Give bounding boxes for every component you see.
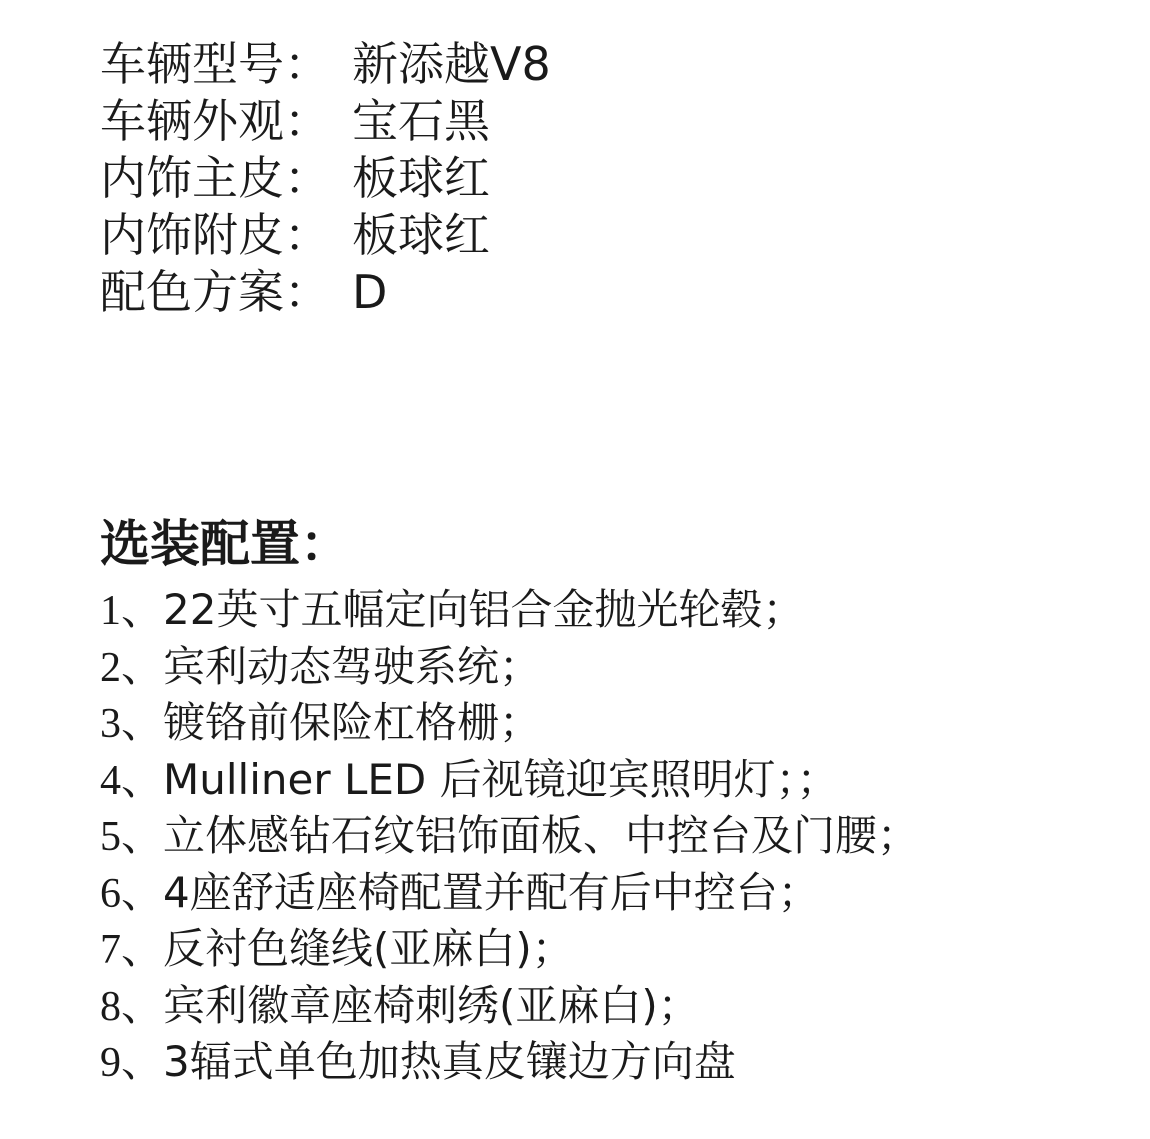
option-number: 9、 [100, 1040, 164, 1086]
option-number: 4、 [100, 757, 164, 804]
spec-row-secondary-leather [100, 207, 551, 264]
spec-label: 配色方案： [100, 265, 330, 319]
option-text: 22英寸五幅定向铝合金抛光轮毂； [163, 585, 805, 634]
option-text: 宾利徽章座椅刺绣(亚麻白)； [163, 980, 700, 1030]
option-item [100, 752, 919, 809]
spec-label: 车辆型号： [100, 37, 330, 91]
option-text: 宾利动态驾驶系统； [163, 641, 542, 691]
option-number: 5、 [100, 814, 164, 860]
option-item [100, 865, 919, 922]
option-item [100, 582, 919, 639]
spec-label: 内饰主皮： [100, 151, 330, 205]
spec-row-model [100, 36, 551, 93]
spec-value: 板球红 [352, 151, 490, 205]
spec-value: 新添越V8 [352, 37, 551, 91]
spec-label: 内饰附皮： [100, 208, 330, 262]
option-number: 6、 [100, 870, 164, 917]
vehicle-spec-list [100, 36, 551, 321]
option-number: 1、 [100, 588, 164, 634]
option-text: 4座舒适座椅配置并配有后中控台； [163, 867, 820, 917]
spec-row-color-scheme [100, 264, 551, 321]
options-title: 选装配置： [100, 515, 350, 573]
option-text: Mulliner LED 后视镜迎宾照明灯；； [163, 754, 839, 804]
option-text: 反衬色缝线(亚麻白)； [163, 924, 574, 973]
option-item [100, 921, 919, 978]
option-item [100, 639, 919, 696]
option-item [100, 978, 919, 1035]
option-text: 立体感钻石纹铝饰面板、中控台及门腰； [163, 811, 920, 860]
option-text: 镀铬前保险杠格栅； [163, 698, 542, 747]
spec-label: 车辆外观： [100, 94, 330, 148]
spec-value: 宝石黑 [352, 94, 490, 148]
option-text: 3辐式单色加热真皮镶边方向盘 [163, 1037, 736, 1086]
option-item [100, 695, 919, 752]
spec-value: 板球红 [352, 208, 490, 262]
option-number: 3、 [100, 701, 164, 747]
option-number: 8、 [100, 983, 164, 1030]
option-number: 7、 [100, 927, 164, 973]
spec-row-exterior [100, 93, 551, 150]
options-list [100, 582, 919, 1091]
option-number: 2、 [100, 644, 164, 691]
spec-row-main-leather [100, 150, 551, 207]
spec-value: D [352, 265, 388, 319]
option-item [100, 1034, 919, 1091]
option-item [100, 808, 919, 865]
